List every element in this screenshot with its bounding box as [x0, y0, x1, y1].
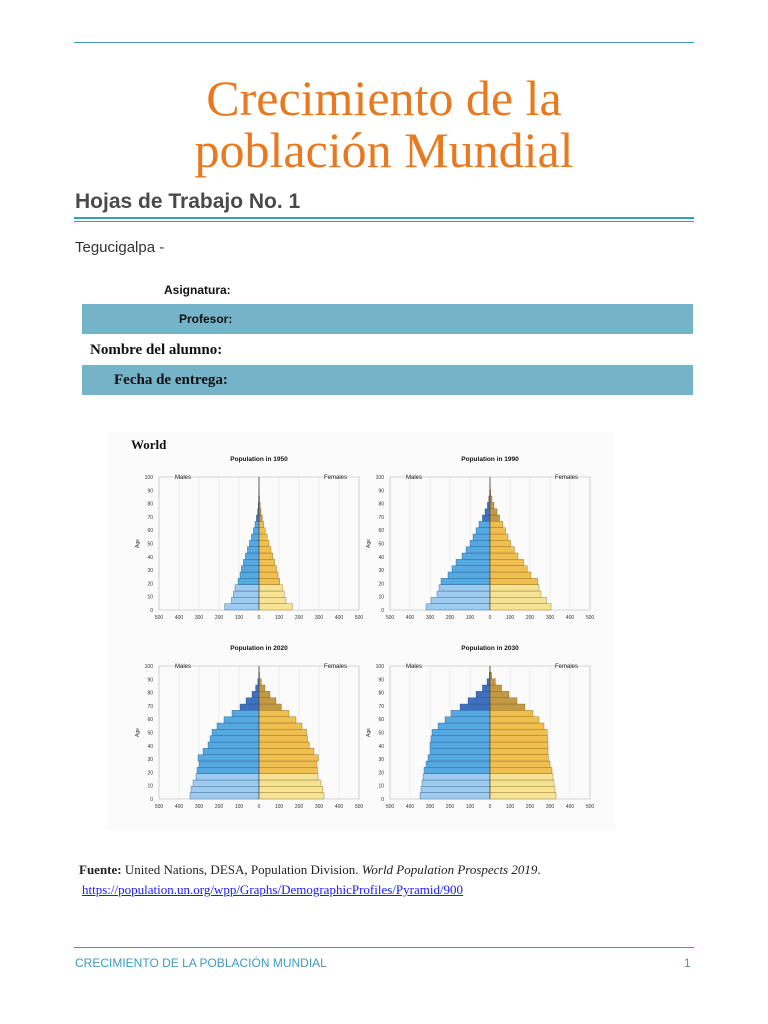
male-bar [470, 540, 490, 546]
female-bar [490, 780, 554, 786]
male-bar [428, 755, 490, 761]
female-bar [490, 591, 541, 597]
female-bar [259, 679, 261, 685]
female-bar [259, 767, 317, 773]
legend-males: Males [175, 664, 192, 670]
y-tick-label: 70 [378, 514, 384, 521]
female-bar [259, 729, 307, 735]
y-tick-label: 50 [378, 730, 384, 737]
legend-females: Females [554, 475, 578, 481]
female-bar [490, 534, 508, 540]
male-bar [430, 742, 490, 748]
x-tick-label: 0 [488, 804, 492, 810]
female-bar [490, 521, 503, 527]
male-bar [225, 604, 259, 610]
female-bar [259, 786, 323, 792]
title-line-2: población Mundial [194, 122, 574, 178]
male-bar [466, 547, 490, 553]
male-bar [487, 679, 490, 685]
header-rule [74, 42, 694, 43]
form-row-asignatura[interactable] [82, 278, 693, 302]
male-bar [437, 591, 490, 597]
y-tick-label: 10 [147, 783, 153, 790]
male-bar [448, 572, 490, 578]
male-bar [253, 528, 259, 534]
male-bar [462, 553, 490, 559]
male-bar [191, 786, 259, 792]
female-bar [259, 572, 278, 578]
female-bar [259, 547, 271, 553]
male-bar [193, 780, 259, 786]
x-tick-label: 400 [565, 615, 575, 621]
female-bar [259, 736, 308, 742]
x-tick-label: 400 [334, 615, 344, 621]
y-tick-label: 0 [381, 797, 384, 803]
male-bar [198, 755, 259, 761]
male-bar [476, 528, 490, 534]
legend-males: Males [175, 475, 192, 481]
x-tick-label: 200 [294, 804, 304, 810]
female-bar [490, 786, 555, 792]
x-tick-label: 100 [234, 804, 244, 810]
female-bar [259, 553, 273, 559]
form-row-profesor[interactable] [82, 304, 693, 334]
y-tick-label: 50 [147, 541, 153, 548]
male-bar [438, 723, 490, 729]
male-bar [233, 591, 259, 597]
male-bar [479, 521, 490, 527]
x-tick-label: 300 [314, 615, 324, 621]
male-bar [432, 729, 490, 735]
y-tick-label: 30 [147, 757, 153, 764]
page-number: 1 [684, 956, 691, 970]
x-tick-label: 200 [445, 615, 455, 621]
source-citation [79, 862, 699, 878]
x-tick-label: 500 [585, 615, 595, 621]
y-axis-label: Age [135, 539, 141, 548]
x-tick-label: 400 [334, 804, 344, 810]
male-bar [224, 717, 259, 723]
male-bar [431, 597, 490, 603]
y-tick-label: 90 [147, 488, 153, 495]
y-tick-label: 70 [147, 514, 153, 521]
female-bar [490, 578, 538, 584]
female-bar [259, 540, 269, 546]
male-bar [445, 717, 490, 723]
footer-title: CRECIMIENTO DE LA POBLACIÓN MUNDIAL [75, 956, 327, 970]
male-bar [256, 515, 259, 521]
y-tick-label: 20 [378, 581, 384, 588]
legend-females: Females [323, 475, 347, 481]
x-tick-label: 500 [385, 615, 395, 621]
x-tick-label: 100 [234, 615, 244, 621]
y-tick-label: 10 [378, 783, 384, 790]
female-bar [490, 704, 525, 710]
male-bar [235, 585, 259, 591]
x-tick-label: 200 [214, 615, 224, 621]
female-bar [490, 761, 550, 767]
x-tick-label: 100 [465, 615, 475, 621]
legend-females: Females [554, 664, 578, 670]
female-bar [490, 604, 551, 610]
male-bar [485, 509, 490, 515]
female-bar [259, 774, 318, 780]
y-tick-label: 60 [147, 528, 153, 535]
x-tick-label: 500 [354, 804, 364, 810]
male-bar [256, 685, 259, 691]
female-bar [490, 679, 495, 685]
female-bar [259, 585, 283, 591]
y-tick-label: 60 [378, 528, 384, 535]
x-tick-label: 300 [194, 804, 204, 810]
male-bar [197, 767, 259, 773]
male-bar [247, 547, 259, 553]
y-tick-label: 10 [378, 594, 384, 601]
legend-males: Males [406, 664, 423, 670]
chart-title: Population in 2030 [461, 645, 519, 652]
female-bar [490, 767, 552, 773]
y-tick-label: 30 [378, 757, 384, 764]
y-tick-label: 30 [147, 568, 153, 575]
female-bar [490, 723, 544, 729]
male-bar [252, 691, 259, 697]
male-bar [441, 578, 490, 584]
male-bar [468, 698, 490, 704]
y-tick-label: 100 [375, 664, 384, 670]
pyramid-chart-2 [366, 456, 594, 621]
x-tick-label: 100 [505, 615, 515, 621]
female-bar [490, 509, 497, 515]
pyramid-chart-3 [135, 645, 363, 810]
female-bar [259, 515, 262, 521]
female-bar [259, 521, 264, 527]
male-bar [426, 761, 490, 767]
y-tick-label: 70 [147, 703, 153, 710]
female-bar [259, 717, 296, 723]
female-bar [490, 515, 500, 521]
female-bar [490, 717, 539, 723]
x-tick-label: 100 [274, 615, 284, 621]
y-axis-label: Age [366, 728, 372, 737]
y-tick-label: 100 [144, 475, 153, 481]
y-tick-label: 40 [147, 554, 153, 561]
source-work: World Population Prospects 2019 [361, 862, 538, 877]
y-tick-label: 40 [378, 743, 384, 750]
male-bar [421, 786, 490, 792]
x-tick-label: 400 [174, 615, 184, 621]
male-bar [452, 566, 490, 572]
chart-title: Population in 2020 [230, 645, 288, 652]
female-bar [490, 528, 506, 534]
female-bar [259, 761, 317, 767]
female-bar [490, 691, 509, 697]
y-tick-label: 80 [378, 690, 384, 697]
male-bar [232, 710, 259, 716]
legend-females: Females [323, 664, 347, 670]
male-bar [241, 566, 259, 572]
female-bar [490, 559, 524, 565]
female-bar [259, 685, 265, 691]
female-bar [259, 578, 280, 584]
x-tick-label: 400 [565, 804, 575, 810]
y-tick-label: 100 [144, 664, 153, 670]
y-tick-label: 60 [147, 717, 153, 724]
male-bar [249, 540, 259, 546]
y-tick-label: 70 [378, 703, 384, 710]
male-bar [451, 710, 490, 716]
male-bar [424, 767, 490, 773]
female-bar [259, 604, 292, 610]
female-bar [490, 748, 548, 754]
male-bar [240, 572, 259, 578]
legend-males: Males [406, 475, 423, 481]
source-link[interactable]: https://population.un.org/wpp/Graphs/DemographicProfiles/Pyramid/900 [82, 882, 464, 897]
form-row-nombre[interactable] [82, 336, 693, 364]
asignatura-label: Asignatura: [164, 283, 231, 297]
male-bar [255, 521, 259, 527]
profesor-label: Profesor: [179, 312, 233, 326]
female-bar [259, 755, 318, 761]
female-bar [490, 742, 548, 748]
x-tick-label: 100 [505, 804, 515, 810]
male-bar [240, 704, 259, 710]
male-bar [460, 704, 490, 710]
y-tick-label: 90 [147, 677, 153, 684]
female-bar [490, 502, 494, 508]
female-bar [490, 685, 502, 691]
x-tick-label: 300 [425, 615, 435, 621]
x-tick-label: 200 [525, 615, 535, 621]
x-tick-label: 400 [405, 804, 415, 810]
female-bar [259, 591, 284, 597]
male-bar [238, 578, 259, 584]
female-bar [259, 597, 286, 603]
female-bar [490, 597, 546, 603]
male-bar [208, 742, 259, 748]
male-bar [246, 698, 259, 704]
source-end: . [537, 862, 541, 877]
x-tick-label: 0 [488, 615, 492, 621]
male-bar [482, 685, 490, 691]
female-bar [490, 736, 548, 742]
female-bar [259, 710, 289, 716]
male-bar [422, 780, 490, 786]
male-bar [430, 748, 490, 754]
male-bar [217, 723, 259, 729]
female-bar [490, 547, 514, 553]
population-pyramids-figure [107, 432, 615, 830]
male-bar [196, 774, 259, 780]
x-tick-label: 100 [274, 804, 284, 810]
y-tick-label: 80 [147, 690, 153, 697]
male-bar [439, 585, 490, 591]
female-bar [490, 710, 533, 716]
x-tick-label: 200 [294, 615, 304, 621]
chart-title: Population in 1950 [230, 456, 288, 463]
male-bar [456, 559, 490, 565]
x-tick-label: 500 [354, 615, 364, 621]
x-tick-label: 300 [314, 804, 324, 810]
female-bar [490, 540, 511, 546]
female-bar [259, 534, 267, 540]
male-bar [231, 597, 259, 603]
male-bar [212, 729, 259, 735]
male-bar [476, 691, 490, 697]
female-bar [490, 729, 547, 735]
y-tick-label: 20 [378, 770, 384, 777]
male-bar [423, 774, 490, 780]
female-bar [259, 742, 309, 748]
y-tick-label: 80 [378, 501, 384, 508]
y-tick-label: 80 [147, 501, 153, 508]
female-bar [490, 566, 527, 572]
pyramid-chart-1 [135, 456, 363, 621]
female-bar [259, 566, 277, 572]
male-bar [199, 761, 259, 767]
female-bar [490, 793, 556, 799]
y-tick-label: 20 [147, 770, 153, 777]
female-bar [490, 572, 531, 578]
x-tick-label: 400 [174, 804, 184, 810]
female-bar [259, 698, 276, 704]
page-title [74, 72, 694, 176]
y-tick-label: 20 [147, 581, 153, 588]
female-bar [259, 780, 321, 786]
female-bar [490, 755, 548, 761]
female-bar [490, 774, 553, 780]
y-tick-label: 100 [375, 475, 384, 481]
female-bar [259, 793, 324, 799]
y-tick-label: 40 [378, 554, 384, 561]
male-bar [473, 534, 490, 540]
nombre-label: Nombre del alumno: [90, 341, 223, 358]
y-tick-label: 0 [381, 608, 384, 614]
title-line-1: Crecimiento de la [206, 70, 562, 126]
footer-rule [74, 947, 694, 948]
x-tick-label: 200 [445, 804, 455, 810]
y-tick-label: 30 [378, 568, 384, 575]
female-bar [490, 698, 517, 704]
male-bar [251, 534, 259, 540]
female-bar [490, 553, 518, 559]
x-tick-label: 500 [154, 804, 164, 810]
subtitle-rule-thin [74, 221, 694, 222]
source-text: United Nations, DESA, Population Division. [121, 862, 362, 877]
worksheet-subtitle: Hojas de Trabajo No. 1 [75, 190, 301, 213]
female-bar [259, 704, 281, 710]
male-bar [482, 515, 490, 521]
female-bar [259, 748, 314, 754]
chart-title: Population in 1990 [461, 456, 519, 463]
x-tick-label: 300 [194, 615, 204, 621]
male-bar [190, 793, 259, 799]
y-tick-label: 60 [378, 717, 384, 724]
y-tick-label: 90 [378, 677, 384, 684]
x-tick-label: 0 [257, 615, 261, 621]
male-bar [243, 559, 259, 565]
pyramid-chart-4 [366, 645, 594, 810]
y-tick-label: 0 [150, 797, 153, 803]
female-bar [259, 723, 302, 729]
fecha-label: Fecha de entrega: [114, 371, 228, 388]
x-tick-label: 200 [214, 804, 224, 810]
y-tick-label: 0 [150, 608, 153, 614]
pyramids-svg [107, 432, 615, 830]
female-bar [259, 528, 265, 534]
y-axis-label: Age [366, 539, 372, 548]
male-bar [426, 604, 490, 610]
male-bar [431, 736, 490, 742]
x-tick-label: 500 [385, 804, 395, 810]
subtitle-rule [74, 217, 694, 219]
female-bar [259, 559, 275, 565]
form-row-fecha[interactable] [82, 365, 693, 395]
source-prefix: Fuente: [79, 862, 122, 877]
male-bar [487, 502, 490, 508]
female-bar [259, 691, 270, 697]
y-tick-label: 10 [147, 594, 153, 601]
male-bar [420, 793, 490, 799]
y-tick-label: 50 [147, 730, 153, 737]
x-tick-label: 100 [465, 804, 475, 810]
x-tick-label: 200 [525, 804, 535, 810]
location-text: Tegucigalpa - [75, 239, 165, 256]
x-tick-label: 300 [425, 804, 435, 810]
female-bar [490, 585, 539, 591]
x-tick-label: 300 [545, 615, 555, 621]
y-axis-label: Age [135, 728, 141, 737]
figure-label-world: World [131, 437, 167, 452]
x-tick-label: 0 [257, 804, 261, 810]
x-tick-label: 500 [585, 804, 595, 810]
y-tick-label: 40 [147, 743, 153, 750]
male-bar [245, 553, 259, 559]
y-tick-label: 50 [378, 541, 384, 548]
x-tick-label: 500 [154, 615, 164, 621]
x-tick-label: 400 [405, 615, 415, 621]
x-tick-label: 300 [545, 804, 555, 810]
male-bar [203, 748, 259, 754]
y-tick-label: 90 [378, 488, 384, 495]
male-bar [210, 736, 259, 742]
